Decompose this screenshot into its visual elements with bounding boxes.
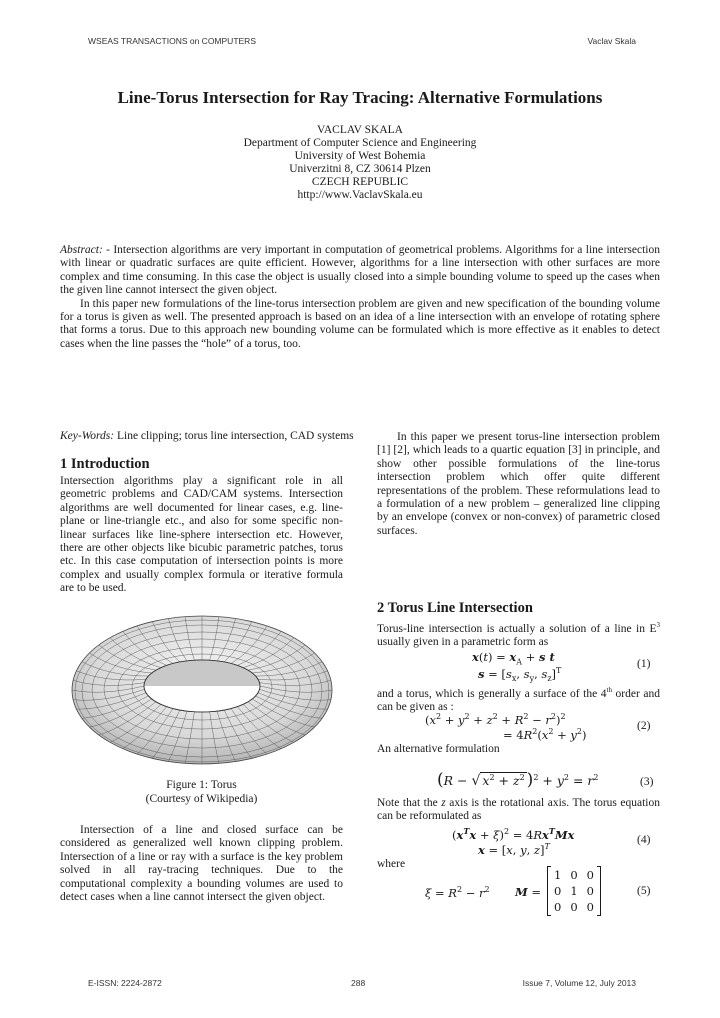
running-header-journal: WSEAS TRANSACTIONS on COMPUTERS: [88, 36, 256, 46]
footer-issn: E-ISSN: 2224-2872: [88, 978, 162, 988]
section-2-paragraph-2: [377, 684, 660, 715]
right-paragraph-1: In this paper we present torus-line intersection problem [1] [2], which leads to a quartic equation [3] in principle, and show other possible formulations of the line-torus intersection problem which offer quite different representations of the problem. These reformulations lead to a formulation of a new problem – generalized line clipping by an envelope (convex or non-convex) of parametric closed surfaces.: [377, 431, 660, 537]
keywords-label: Key-Words:: [60, 430, 115, 442]
equation-1-line-2: $s = [s_x$, $s_y$, $s_z]^T$: [478, 666, 562, 684]
abstract-label: Abstract:: [60, 244, 103, 256]
equation-4-line-1: $(x^Tx + \xi)^2 = 4Rx^TMx$: [452, 826, 575, 842]
torus-figure: [68, 612, 336, 774]
equation-3-number: (3): [640, 776, 654, 788]
author-university: University of West Bohemia: [294, 150, 426, 162]
figure-1-credit: (Courtesy of Wikipedia): [145, 792, 258, 805]
figure-1-caption: [60, 779, 343, 806]
equation-5-matrix: 1 0 0 0 1 0 0 0 0: [547, 866, 601, 916]
torus-text-b: order and can be given as :: [377, 687, 660, 714]
author-country: CZECH REPUBLIC: [311, 176, 409, 188]
section-2-text-a: Torus-line intersection is actually a solution of a line in E: [377, 622, 657, 635]
keywords: [60, 430, 354, 442]
equation-5-xi: $\xi = R^2 - r^2$: [425, 885, 490, 900]
equation-1-line-1: $x(t) = x_A + s$ t: [472, 650, 555, 667]
abstract: [60, 244, 660, 351]
equation-4-number: (4): [637, 834, 651, 846]
figure-1-label: Figure 1: Torus: [166, 779, 237, 791]
superscript-3: 3: [656, 621, 660, 629]
torus-text-a: and a torus, which is generally a surface of the 4: [377, 687, 607, 700]
abstract-p2: In this paper new formulations of the line-torus intersection problem are given and new specification of the bounding volume for a torus is given as well. The presented approach is based on an idea of a line intersection with an envelope of rotating sphere that forms a torus. Due to this approach new bounding volume can be formulated which is more effective as it enables to detect cases when the line passes the “hole” of a torus, too.: [60, 297, 660, 350]
equation-1-number: (1): [637, 658, 651, 670]
superscript-th: th: [606, 686, 612, 694]
section-1-paragraph-2: Intersection of a line and closed surface can be considered as generalized well known clipping problem. Intersection of a line or ray with a surface is the key problem solved in all ray-tracing techniques. Due to the computational complexity a bounding volumes are used to detect cases when a line cannot intersect the given object.: [60, 824, 343, 904]
footer-page-number: 288: [351, 978, 366, 988]
note-text-a: Note that the: [377, 797, 442, 809]
note-text-b: axis is the rotational axis. The torus equation can be reformulated as: [377, 797, 661, 823]
equation-2-line-2: = $4R^2(x^2 + y^2)$: [503, 727, 587, 742]
section-1-heading: 1 Introduction: [60, 456, 150, 472]
alternative-formulation-text: An alternative formulation: [377, 743, 500, 755]
equation-2-number: (2): [637, 720, 651, 732]
where-text: where: [377, 858, 406, 870]
equation-5-number: (5): [637, 885, 651, 897]
section-2-text-b: usually given in a parametric form as: [377, 636, 549, 649]
section-2-paragraph-1: [377, 619, 660, 650]
section-2-heading: 2 Torus Line Intersection: [377, 600, 533, 616]
equation-5-m-label: M =: [515, 885, 542, 899]
section-2-paragraph-3: [377, 797, 660, 824]
author-department: Department of Computer Science and Engineering: [243, 137, 477, 149]
keywords-text: Line clipping; torus line intersection, CAD systems: [114, 430, 354, 442]
affiliation-block: [0, 124, 720, 202]
author-url: http://www.VaclavSkala.eu: [297, 189, 423, 201]
section-1-paragraph-1: Intersection algorithms play a significant role in all geometric problems and CAD/CAM systems. Intersection algorithms are well documented for linear cases, e.g. line-plane or line-triangle etc., and also for some specific non-linear surfaces like line-sphere intersection etc. However, there are other objects like bicubic parametric patches, torus etc. In this case computation of intersection points is more complex and usually complex formula or iterative formula are to be used.: [60, 475, 343, 595]
author-name: VACLAV SKALA: [317, 124, 403, 136]
abstract-p1: - Intersection algorithms are very important in computation of geometrical problems. Algorithms for a line intersection with linear or quadratic surfaces are quite efficient. However, algorithms for a line intersection with other surfaces are more complex and time consuming. In this case the object is usually closed into a simple bounding volume to speed up the cases when the given line cannot intersect the given object.: [60, 244, 660, 297]
equation-3: (R − √ $x^2 + z^2$ )$^2 + y^2 = r^2$: [437, 770, 599, 790]
note-z: z: [441, 797, 446, 809]
running-header-author: Vaclav Skala: [587, 36, 636, 46]
equation-2-line-1: $(x^2 + y^2 + z^2 + R^2 - r^2)^2$: [425, 712, 566, 727]
paper-title: Line-Torus Intersection for Ray Tracing: Alternative Formulations: [117, 88, 603, 107]
author-address: Univerzitni 8, CZ 30614 Plzen: [289, 163, 431, 175]
footer-issue: Issue 7, Volume 12, July 2013: [522, 978, 636, 988]
equation-4-line-2: x = [x, y, z]$^T$: [478, 842, 550, 857]
